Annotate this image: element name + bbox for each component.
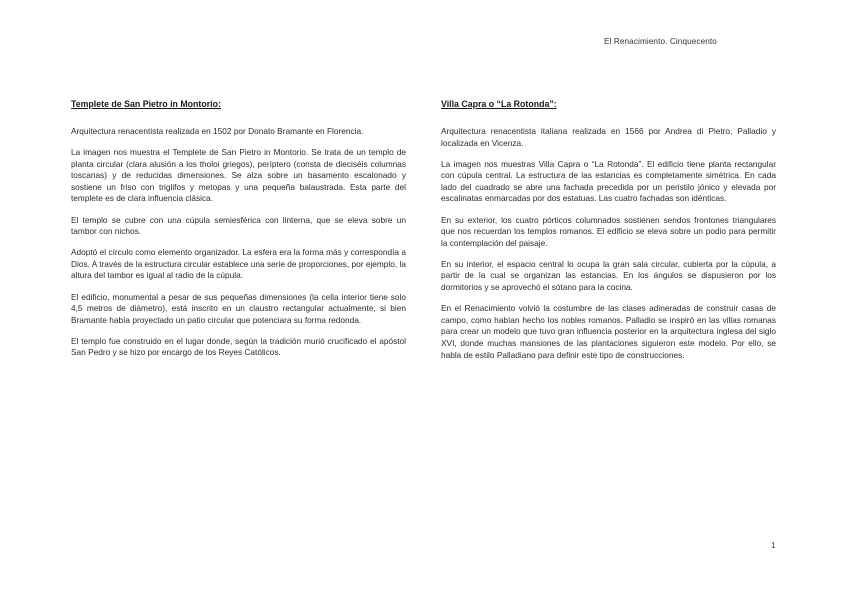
- page-number: 1: [771, 541, 776, 550]
- paragraph: En su interior, el espacio central lo ocupa la gran sala circular, cubierta por la cúpula, a partir de la cual se organizan las estancias. En los ángulos se dispusieron por los dormitorios y se aprovechó el sótano para la cocina.: [441, 258, 776, 293]
- paragraph: El templo se cubre con una cúpula semiesférica con linterna, que se eleva sobre un tambor con nichos.: [71, 214, 406, 237]
- section-title-templete: Templete de San Pietro in Montorio:: [71, 99, 221, 109]
- paragraph: Adoptó el círculo como elemento organizador. La esfera era la forma más y correspondía a Dios. A través de la estructura circular establece una serie de proporciones, por ejemplo, la altura del tambor es igual al radio de la cúpula.: [71, 247, 406, 281]
- paragraph: En su exterior, los cuatro pórticos columnados sostienen sendos frontones triangulares que nos recuerdan los templos romanos. El edificio se eleva sobre un podio para permitir la contemplación del paisaje.: [441, 214, 776, 248]
- paragraph: La imagen nos muestras Villa Capra o “La Rotonda”. El edificio tiene planta rectangular con cúpula central. La estructura de las estancias es completamente simétrica. En cada lado del cuadrado se abre una fachada precedida por un peristilo jónico y elevada por escalinatas enmarcadas por dos estatuas. Las cuatro fachadas son idénticas.: [441, 158, 776, 204]
- paragraph: La imagen nos muestra el Templete de San Pietro in Montorio. Se trata de un templo de planta circular (clara alusión a los tholoi griegos), períptero (consta de dieciséis columnas toscanas) y de reducidas dimensiones. Se alza sobre un basamento escalonado y sostiene un friso con triglifos y metopas y una pequeña balaustrada. Esta parte del templete es de clara influencia clásica.: [71, 147, 406, 204]
- paragraph: En el Renacimiento volvió la costumbre de las clases adineradas de construir casas de campo, como habían hecho los nobles romanos. Palladio se inspiró en las villas romanas para crear un modelo que tuvo gran influencia posterior en la arquitectura inglesa del siglo XVI, donde muchas mansiones de las plantaciones siguieron este modelo. Por ello, se habla de estilo Palladiano para definir este tipo de construcciones.: [441, 303, 776, 360]
- left-column-templete: [71, 99, 406, 369]
- paragraph: El edificio, monumental a pesar de sus pequeñas dimensiones (la cella interior tiene solo 4,5 metros de diámetro), está inscrito en un claustro rectangular actualmente, si bien Bramante había proyectado un patio circular que potenciara su forma redonda.: [71, 291, 406, 325]
- running-header: El Renacimiento. Cinquecento: [604, 37, 717, 46]
- section-title-villa-capra: Villa Capra o “La Rotonda”:: [441, 99, 557, 109]
- paragraph: Arquitectura renacentista realizada en 1502 por Donato Bramante en Florencia.: [71, 126, 364, 136]
- paragraph: Arquitectura renacentista italiana realizada en 1566 por Andrea di Pietro, Palladio y localizada en Vicenza.: [441, 126, 776, 148]
- paragraph: El templo fue construido en el lugar donde, según la tradición murió crucificado el apóstol San Pedro y se hizo por encargo de los Reyes Católicos.: [71, 335, 406, 358]
- right-column-villa-capra: [441, 99, 776, 371]
